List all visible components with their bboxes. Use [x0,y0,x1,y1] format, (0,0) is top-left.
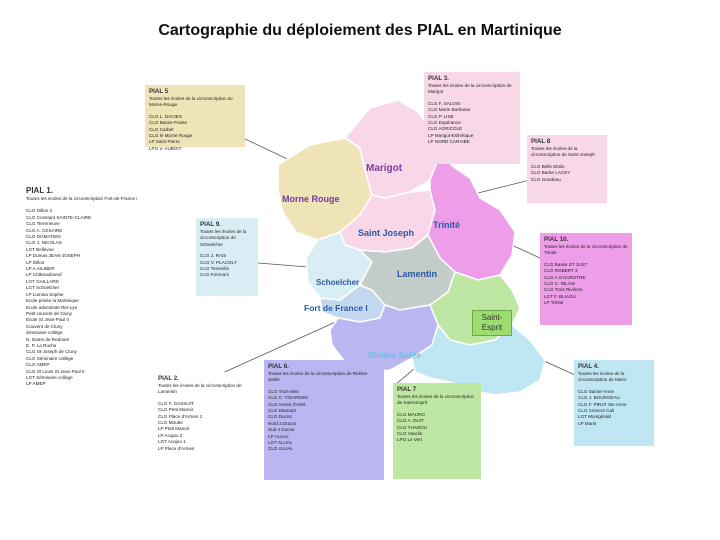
school-item: LGT Montgérald [578,414,612,420]
school-item: CLG DOMATIEN [26,234,61,240]
school-item: CLG F. PIRAT Ste Anne [578,401,627,407]
school-item: CLG St-Joseph de Cluny [26,349,77,355]
label-saint-esprit: Saint- Esprit [472,310,512,336]
school-item: LP Petit Manoir [158,426,190,432]
school-item: LP Châteauboeuf [26,272,62,278]
school-item: CLG Constant SAINTE-CLAIRE [26,214,92,220]
pial10-box [540,233,632,325]
school-item: CLG J. RAIS [200,253,227,259]
pial6-school-list [268,389,380,453]
pial2-school-list [158,401,242,452]
school-item: CLG Belle Etoile [531,163,565,169]
school-item: CLG A. DUIT [397,418,424,424]
label-fort-de-france: Fort de France I [304,303,368,313]
school-item: LP AMEP [26,381,46,387]
school-item: LGT Bellevue [26,246,54,252]
school-item: LP Place d'Armes [158,445,195,451]
school-item: CLG J. BOURGEAU [578,395,620,401]
map-title: Cartographie du déploiement des PIAL en Martinique [158,22,562,39]
pial1-school-list [26,208,176,387]
school-item: LP Dumas JEAN-JOSEPH [26,253,81,259]
school-item: CLG F. GASSUIT [158,400,194,406]
school-item: CLG Fonroum [200,272,230,278]
school-item: LP Dillon [26,259,45,265]
school-item: CLG Ducos [268,414,292,420]
school-item: CLG MAURO [397,411,425,417]
label-saint-joseph: Saint Joseph [358,228,415,238]
school-item: LPO Le Vert [397,437,423,443]
school-item: Sud 4 Ducos [268,427,295,433]
school-item: CLG Carbet [149,126,174,132]
pial10-school-list [544,262,628,307]
school-item: CLG Basse-Pointe [149,120,188,126]
school-item: LP ALUAL [268,433,290,439]
school-item: LGT GAILLARD [26,278,59,284]
school-item: CLG Gondeau [531,176,561,182]
school-item: CLG Terreneuve [26,221,60,227]
school-item: LGT Acajou 1 [158,439,186,445]
pial5-heading: PIAL 5 [149,88,169,95]
school-item: E. P. La Ruche [26,342,57,348]
pial9-box [196,218,258,296]
pial3-desc: Toutes les écoles de la circonscription de Marigot [428,83,512,95]
school-item: CLG Trois Rivières [544,287,583,293]
school-item: CLG Barbe LACEY [531,170,571,176]
school-item: LP Acajou 2 [158,432,183,438]
school-item: LGT F. BLIAOU [544,293,576,299]
school-item: Couvent de Cluny [26,323,63,329]
school-item: CLG Espérance [428,120,461,126]
school-item: CLG Place d'Armes 2 [158,413,203,419]
pial7-desc: Toutes les écoles de la circonscription de Saint-Esprit [397,394,475,406]
school-item: CLG le Morne Rouge [149,133,193,139]
label-lamentin: Lamentin [397,269,438,279]
pial6-heading: PIAL 6. [268,363,289,370]
school-item: CLG F. SALOIS [428,100,461,106]
school-item: Petit couvent de Cluny [26,310,72,316]
pial3-box [424,72,520,164]
school-item: N. Dame de Redoute [26,336,70,342]
school-item: CLG Moutte [158,420,183,426]
pial4-desc: Toutes les écoles de la circonscription de Marin [578,371,627,383]
school-item: CLG A.SYLVESTRE [544,274,586,280]
pial3-heading: PIAL 3. [428,75,449,82]
school-item: LPO V. AUBOIT [149,145,182,151]
school-item: CLG C. TIGARDINI [268,395,308,401]
school-item: CLG THADOU [397,424,428,430]
pial8-desc: Toutes les écoles de la circonscription de Saint-Joseph [531,146,595,158]
school-item: CLG Terreville [200,266,230,272]
school-item: LP Marigot-Esthétique [428,132,474,138]
pial7-box [393,383,481,479]
pial9-school-list [200,253,254,279]
school-item: LP Marin [578,420,597,426]
label-marigot: Marigot [366,163,403,174]
school-item: LP Lumina Sophie [26,291,64,297]
pial8-school-list [531,164,603,183]
school-item: CLG ROBERT 3 [544,268,578,274]
pial8-box [527,135,607,203]
pial8-heading: PIAL 8 [531,138,551,145]
pial6-desc: Toutes les écoles de la circonscription de Rivière-Salée [268,371,369,383]
school-item: CLG Diamant [268,408,296,414]
school-item: CLG L. DACIES [149,113,182,119]
school-item: LP Trinité [544,300,564,306]
school-item: CLG St Louis St Jean Paul II [26,368,85,374]
school-item: Nord 3 Ducos [268,420,297,426]
school-item: CLG Dillon 2 [26,208,53,214]
pial6-box [264,360,384,480]
school-item: Ecole St Jean-Paul II [26,317,69,323]
school-item: LGT ALUAL [268,440,293,446]
pial7-school-list [397,412,477,444]
pial3-school-list [428,101,516,146]
school-item: LP Saint Pierre [149,139,180,145]
school-item: CLG Anses d'Arlet [268,401,306,407]
school-item: CLG V. PLACOLY [200,259,237,265]
label-schoelcher: Schoelcher [316,278,360,287]
pial1-desc: Toutes les écoles de la circonscription Fort-de-France I [26,196,138,201]
school-item: CLG Basse ST JUST [544,261,588,267]
pial5-school-list [149,114,241,152]
label-riviere-salee: Rivière Salée [368,350,421,360]
pial2-desc: Toutes les écoles de la circonscription de Lamentin [158,383,242,395]
school-item: Ecole adventiste Rer-Lye [26,304,78,310]
pial10-desc: Toutes les écoles de la circonscription de Trinité [544,244,628,256]
pial9-desc: Toutes les écoles de la circonscription de Schoelcher [200,229,247,247]
pial4-box [574,360,654,446]
school-item: Séminaire collège [26,330,63,336]
school-item: CLG Marie Barbaras [428,107,471,113]
pial7-heading: PIAL 7 [397,386,417,393]
school-item: CLG ALUAL [268,446,294,452]
label-morne-rouge: Morne Rouge [282,194,340,204]
school-item: Ecole privée la Martinique [26,298,79,304]
school-item: CLG P. LISE [428,113,454,119]
school-item: LP A.AILIBER [26,266,55,272]
label-trinite: Trinité [433,220,461,230]
pial2-box [154,372,246,472]
pial2-heading: PIAL 2. [158,375,179,382]
school-item: CLG Petit Manoir [158,407,194,413]
school-item: LGT Schoelcher [26,285,60,291]
school-item: CLG AMEP [26,362,50,368]
school-item: CLG Cément Cali [578,408,614,414]
school-item: CLG J. NICOLAS [26,240,62,246]
pial5-desc: Toutes les écoles de la circonscription du Morne-Rouge [149,96,233,108]
school-item: CLG Séminaire collège [26,355,74,361]
pial4-school-list [578,389,650,427]
pial10-heading: PIAL 10. [544,236,569,243]
pial5-box [145,85,245,151]
pial4-heading: PIAL 4. [578,363,599,370]
pial1-heading: PIAL 1. [26,186,53,195]
school-item: CLG Sainte-Anne [578,388,615,394]
school-item: LP NORD CARAIBE [428,139,470,145]
school-item: CLG A. CESAIRE [26,227,63,233]
school-item: LGT Séminaire collège [26,374,73,380]
school-item: CLG AGRICOLE [428,126,463,132]
school-item: CLG Vauclin [397,431,423,437]
pial9-heading: PIAL 9. [200,221,221,228]
school-item: CLG C. NILAW [544,281,575,287]
school-item: CLG Trois-Ilets [268,388,299,394]
